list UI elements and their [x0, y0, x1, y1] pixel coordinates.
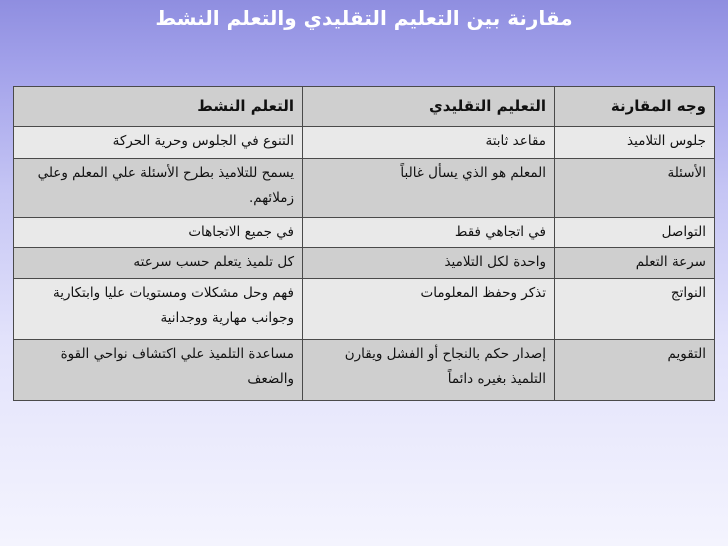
- row-active: في جميع الاتجاهات: [14, 218, 303, 248]
- table-row: [14, 279, 715, 340]
- row-aspect: التقويم: [555, 340, 715, 401]
- table-row: [14, 159, 715, 218]
- row-active: فهم وحل مشكلات ومستويات عليا وابتكارية وجوانب مهارية ووجدانية: [14, 279, 303, 340]
- row-aspect: سرعة التعلم: [555, 248, 715, 279]
- row-traditional: تذكر وحفظ المعلومات: [303, 279, 555, 340]
- row-active: التنوع في الجلوس وحرية الحركة: [14, 127, 303, 159]
- row-active: مساعدة التلميذ علي اكتشاف نواحي القوة والضعف: [14, 340, 303, 401]
- header-comparison-aspect: وجه المقارنة: [555, 87, 715, 127]
- row-active: يسمح للتلاميذ بطرح الأسئلة علي المعلم وعلي زملائهم.: [14, 159, 303, 218]
- header-active: التعلم النشط: [14, 87, 303, 127]
- row-traditional: المعلم هو الذي يسأل غالباً: [303, 159, 555, 218]
- table-row: [14, 127, 715, 159]
- row-traditional: إصدار حكم بالنجاح أو الفشل ويقارن التلميذ بغيره دائماً: [303, 340, 555, 401]
- row-traditional: مقاعد ثابتة: [303, 127, 555, 159]
- table-header-row: [14, 87, 715, 127]
- table-row: [14, 248, 715, 279]
- row-traditional: واحدة لكل التلاميذ: [303, 248, 555, 279]
- header-traditional: التعليم التقليدي: [303, 87, 555, 127]
- row-traditional: في اتجاهي فقط: [303, 218, 555, 248]
- row-active: كل تلميذ يتعلم حسب سرعته: [14, 248, 303, 279]
- table-row: [14, 340, 715, 401]
- row-aspect: التواصل: [555, 218, 715, 248]
- row-aspect: النواتج: [555, 279, 715, 340]
- table-row: [14, 218, 715, 248]
- slide-title: مقارنة بين التعليم التقليدي والتعلم النشط: [155, 6, 573, 30]
- comparison-table: [13, 86, 715, 401]
- row-aspect: جلوس التلاميذ: [555, 127, 715, 159]
- row-aspect: الأسئلة: [555, 159, 715, 218]
